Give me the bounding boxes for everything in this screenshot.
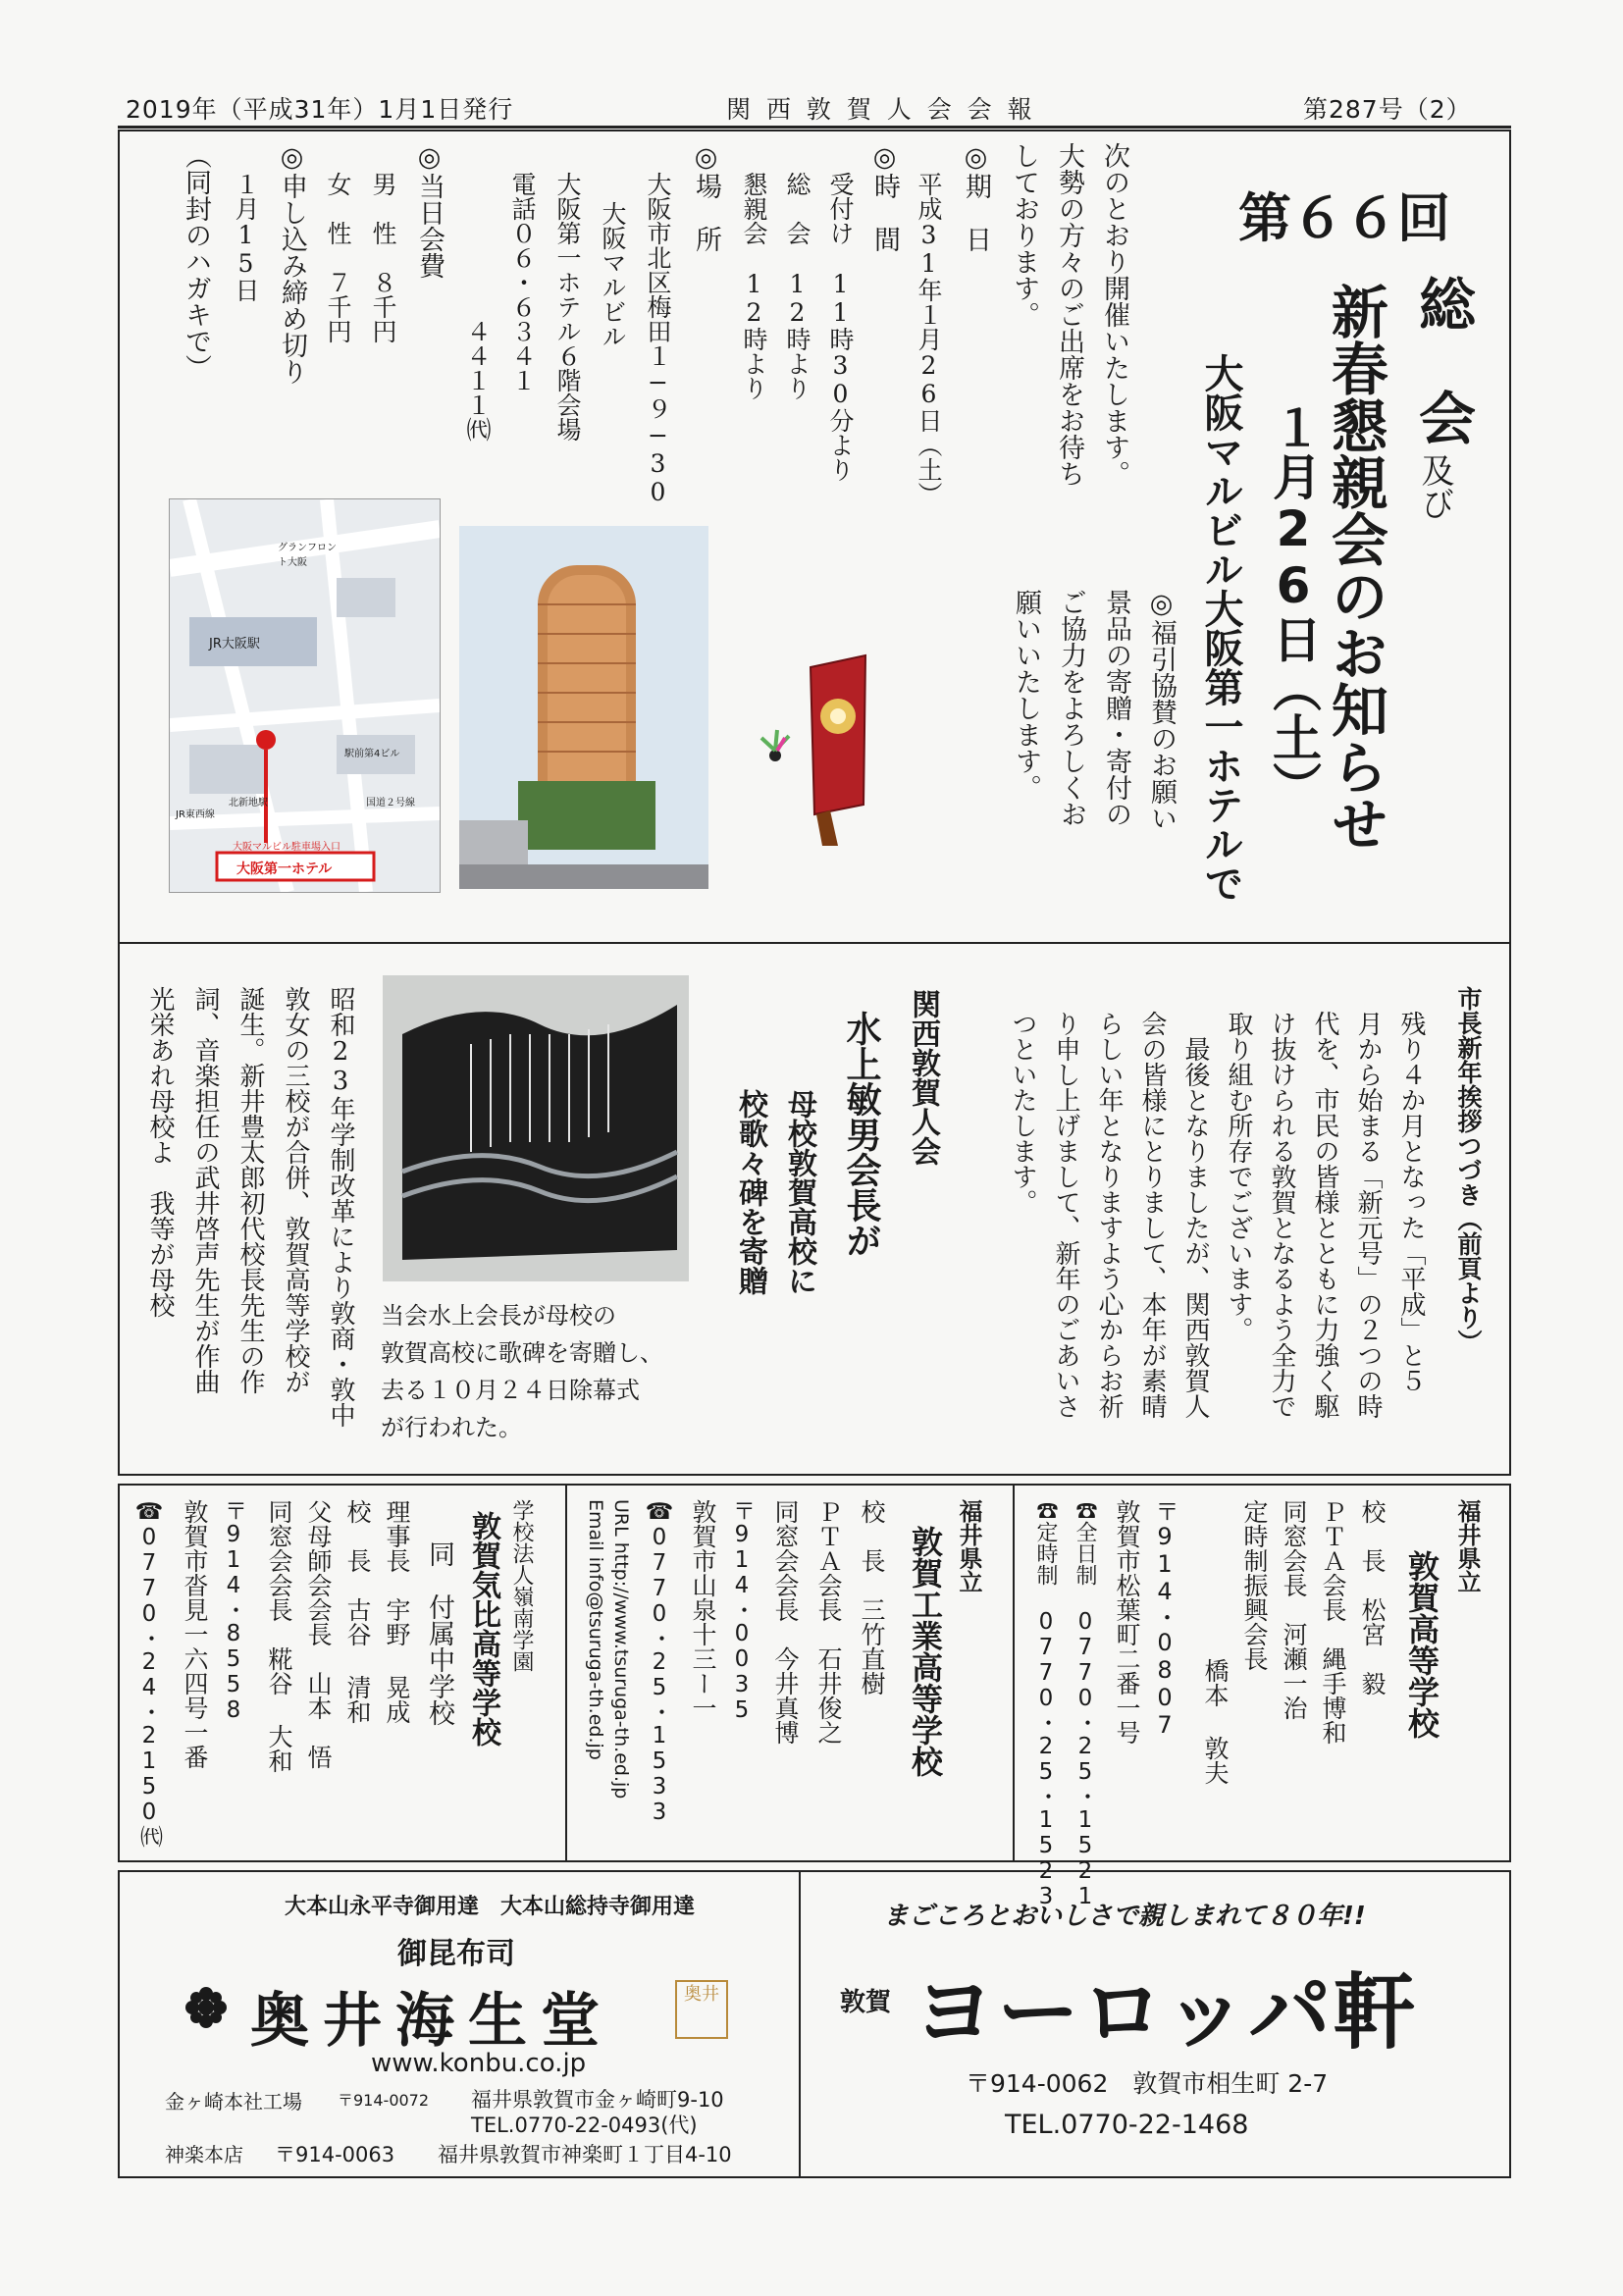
fee-male: 男 性 ８千円 [369, 172, 397, 343]
tsuruga-tech-address: 敦賀市山泉十三ー一 [689, 1499, 717, 1720]
issue-number: 第287号（2） [1303, 95, 1472, 124]
time-heading: ◎時 間 [869, 142, 900, 252]
monument-caption: 当会水上会長が母校の 敦賀高校に歌碑を寄贈し、 去る１０月２４日除幕式 が行われた。 [381, 1302, 663, 1441]
access-map [169, 498, 441, 893]
tsuruga-hs-zip: 〒914・0807 [1151, 1499, 1178, 1739]
okui-konbu-label: 御昆布司 [397, 1937, 515, 1971]
tsuruga-tech-pta: ＰＴＡ会長 石井俊之 [814, 1499, 843, 1745]
kehi-address: 敦賀市沓見一六四号一番 [181, 1499, 209, 1769]
europe-tagline: まごころとおいしさで親しまれて８０年!! [883, 1902, 1366, 1931]
okui-factory-address: 福井県敦賀市金ヶ崎町9-10 [471, 2088, 724, 2112]
tsuruga-hs-zen-label: ☎全日制 [1073, 1499, 1097, 1586]
party-time: 懇親会 12時より [740, 172, 768, 400]
okui-supplier-line: 大本山永平寺御用達 大本山総持寺御用達 [285, 1894, 696, 1919]
monument-headline-2: 母校敦賀高校に [782, 1089, 816, 1295]
okui-store-address: 福井県敦賀市神楽町１丁目4-10 [438, 2143, 732, 2166]
deadline-note: （同封のハガキで） [181, 142, 211, 381]
okui-store-label: 神楽本店 [165, 2143, 243, 2166]
header-rule [118, 126, 1511, 129]
mayor-greeting-body: 残り４か月となった「平成」と５ 月から始まる「新元号」の２つの時 代を、市民の皆様とともに力強く駆 け抜けられる敦賀となるよう全力で 取り組む所存でございます。 最後となりましたが、関西敦賀人 会の皆様にとりまして、本年が素晴 らしい年となりますよう心からお祈 り申し上げまして、新年のごあいさ つといたします。 [1008, 1011, 1426, 1419]
tsuruga-hs-tei-label: ☎定時制 [1033, 1499, 1058, 1586]
tsuruga-hs-teiji-name: 橋本 敦夫 [1201, 1658, 1230, 1785]
okui-seal: 奥井 [675, 1980, 728, 2039]
europe-shop-name: ヨーロッパ軒 [913, 1964, 1418, 2061]
tsuruga-hs-alumni: 同窓会長 河瀬一治 [1280, 1499, 1308, 1720]
kehi-alumni: 同窓会会長 糀谷 大和 [265, 1499, 293, 1773]
venue-hall: 大阪第一ホテル６階会場 [553, 172, 582, 442]
tsuruga-hs-tei-tel: 0770・25・1523 [1033, 1609, 1059, 1909]
intro-text: 次のとおり開催いたします。 大勢の方々のご出席をお待ち しております。 [1009, 142, 1129, 487]
okui-factory-tel: TEL.0770-22-0493(代) [471, 2113, 698, 2137]
tsuruga-tech-zip: 〒914・0035 [729, 1499, 755, 1723]
venue-building: 大阪マルビル [599, 201, 627, 348]
venue-phone: 電話０６・６３４１ [508, 172, 537, 392]
okui-factory-zip: 〒914-0072 [338, 2091, 430, 2110]
okui-shop-name: 奥井海生堂 [250, 1987, 613, 2056]
venue-heading: ◎場 所 [691, 142, 721, 252]
meeting-number: 第６６回 [1238, 187, 1450, 249]
fee-heading: ◎当日会費 [414, 142, 445, 279]
event-venue-big: 大阪マルビル大阪第一ホテルで [1198, 353, 1243, 903]
venue-address: 大阪市北区梅田１−９−30 [644, 172, 672, 506]
date-heading: ◎期 日 [961, 142, 991, 252]
meeting-time: 総 会 12時より [783, 172, 812, 400]
tsuruga-hs-address: 敦賀市松葉町二番一号 [1113, 1499, 1141, 1745]
europe-address: 〒914-0062 敦賀市相生町 2-7 [966, 2069, 1329, 2098]
new-year-party-heading: 新春懇親会のお知らせ [1321, 283, 1388, 852]
map-label-jr-tozai: JR東西線 [176, 809, 215, 820]
okui-factory-label: 金ヶ崎本社工場 [165, 2090, 302, 2113]
tsuruga-tech-url[interactable]: URL http://www.tsuruga-th.ed.jp [610, 1499, 632, 1800]
kehi-junior-high: 同 付属中学校 [424, 1540, 454, 1726]
newsletter-title: 関 西 敦 賀 人 会 会 報 [726, 95, 1036, 124]
section-divider [120, 942, 1509, 944]
date-value: 平成31年１月26日（土） [915, 172, 943, 506]
monument-headline-1: 水上敏男会長が [841, 1011, 881, 1258]
and-label: 及び [1415, 453, 1454, 520]
kehi-zip: 〒914・8558 [221, 1499, 246, 1723]
tsuruga-tech-principal: 校 長 三竹直樹 [858, 1499, 886, 1696]
tsuruga-tech-tel: ☎0770・25・1533 [647, 1499, 672, 1825]
map-label-ekimae4: 駅前第4ビル [344, 749, 400, 759]
venue-phone-2: ４４１１㈹ [463, 319, 492, 442]
tsuruga-hs-teiji: 定時制振興会長 [1240, 1499, 1269, 1671]
kehi-principal: 校 長 古谷 清和 [343, 1499, 372, 1724]
tsuruga-tech-name: 敦賀工業高等学校 [907, 1526, 944, 1777]
okui-url[interactable]: www.konbu.co.jp [371, 2049, 587, 2078]
kehi-parents: 父母師会会長 山本 悟 [304, 1499, 333, 1769]
monument-photo [383, 975, 689, 1281]
event-date-big: １月26日（土） [1265, 402, 1322, 810]
okui-store-zip: 〒914-0063 [275, 2143, 395, 2166]
tsuruga-tech-email[interactable]: Email info@tsuruga-th.ed.jp [585, 1499, 606, 1760]
map-label-kitashinchi: 北新地駅 [229, 798, 268, 809]
monument-org: 関西敦賀人会 [906, 989, 940, 1166]
general-meeting-heading: 総 会 [1409, 275, 1476, 445]
mayor-greeting-title: 市長新年挨拶つづき（前頁より） [1454, 986, 1483, 1354]
hotel-photo [459, 526, 708, 889]
hagoita-illustration [756, 628, 873, 854]
kehi-name: 敦賀気比高等学校 [466, 1511, 500, 1747]
deadline-heading: ◎申し込み締め切り [277, 142, 307, 385]
kehi-chair: 理事長 宇野 晃成 [383, 1499, 411, 1724]
lottery-request: ◎福引協賛のお願い 景品の寄贈・寄付の ご協力をよろしくお 願いいたします。 [1011, 589, 1177, 831]
monument-headline-3: 校歌々碑を寄贈 [733, 1089, 767, 1295]
tsuruga-hs-name: 敦賀高等学校 [1403, 1550, 1440, 1739]
map-label-grand-front: グランフロント大阪 [278, 543, 337, 568]
map-label-parking: 大阪マルビル駐車場入口 [233, 842, 340, 853]
kehi-corp: 学校法人嶺南学園 [509, 1499, 534, 1672]
tsuruga-hs-pta: ＰＴＡ会長 縄手博和 [1319, 1499, 1347, 1745]
fee-female: 女 性 ７千円 [324, 172, 352, 343]
issue-date: 2019年（平成31年）1月1日発行 [126, 95, 514, 124]
tsuruga-hs-principal: 校 長 松宮 毅 [1358, 1499, 1387, 1696]
deadline-date: １月15日 [232, 172, 260, 302]
europe-prefix: 敦賀 [840, 1988, 892, 2017]
map-label-hotel: 大阪第一ホテル [236, 861, 333, 877]
okui-crest-icon [184, 1986, 228, 2029]
reception-time: 受付け 11時30分より [826, 172, 855, 482]
map-label-jr-osaka: JR大阪駅 [209, 637, 260, 652]
tsuruga-tech-alumni: 同窓会会長 今井真博 [771, 1499, 800, 1745]
map-label-route2: 国道２号線 [366, 798, 415, 809]
kehi-tel: ☎0770・24・2150㈹ [136, 1499, 162, 1848]
tsuruga-hs-zen-tel: 0770・25・1521 [1073, 1609, 1098, 1909]
europe-tel: TEL.0770-22-1468 [1005, 2110, 1249, 2140]
tsuruga-hs-pref: 福井県立 [1453, 1499, 1482, 1593]
monument-body: 昭和23年学制改革により敦商・敦中 敦女の三校が合併、敦賀高等学校が 誕生。新井豊太郎初代校長先生の作 詞、音楽担任の武井啓声先生が作曲 光栄あれ母校よ 我等が母校 [145, 986, 355, 1428]
tsuruga-tech-pref: 福井県立 [955, 1499, 983, 1593]
